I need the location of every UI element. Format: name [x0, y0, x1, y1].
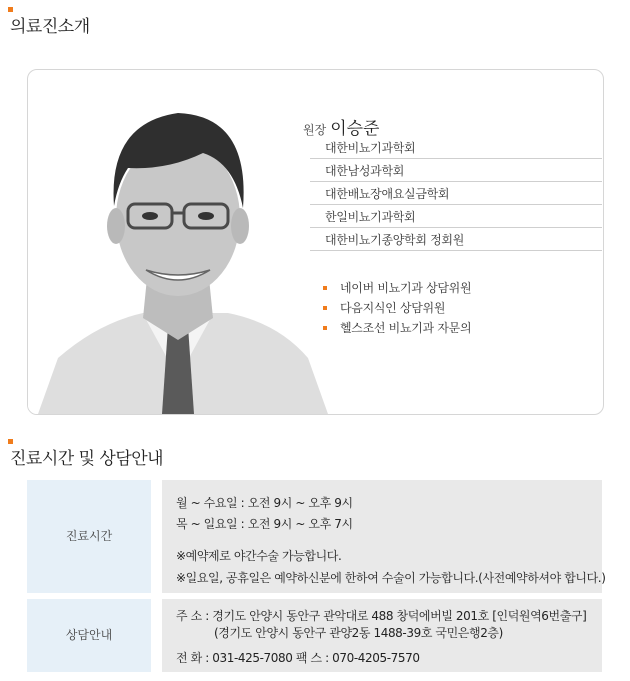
hours-note-holiday: ※일요일, 공휴일은 예약하신분에 한하여 수술이 가능합니다.(사전예약하셔야 합니다.) — [176, 571, 606, 585]
list-item: 대한남성과학회 — [310, 159, 602, 182]
position-list — [321, 278, 471, 338]
section-title-text: 진료시간 및 상담안내 — [10, 449, 164, 469]
orange-square-icon — [8, 7, 13, 12]
section-title-text: 의료진소개 — [10, 17, 90, 37]
orange-bullet-icon — [323, 286, 327, 290]
list-item — [321, 278, 471, 298]
hours-label-text: 진료시간 — [65, 529, 113, 543]
orange-bullet-icon — [323, 306, 327, 310]
contact-address-old: (경기도 안양시 동안구 관양2동 1488-39호 국민은행2층) — [214, 626, 503, 640]
list-item — [321, 298, 471, 318]
section-title-hours — [10, 444, 163, 469]
position-text: 네이버 비뇨기과 상담위원 — [340, 281, 472, 295]
contact-row — [27, 599, 602, 672]
orange-bullet-icon — [323, 326, 327, 330]
position-text: 헬스조선 비뇨기과 자문의 — [340, 321, 472, 335]
section-title-doctors — [10, 12, 90, 37]
hours-content — [162, 480, 606, 593]
doctor-photo — [28, 78, 328, 414]
doctor-name: 이승준 — [330, 119, 380, 139]
hours-thu-sun: 목 ~ 일요일 : 오전 9시 ~ 오후 7시 — [176, 517, 353, 531]
hours-note-night: ※예약제로 야간수술 가능합니다. — [176, 549, 342, 563]
doctor-profile-card — [27, 69, 604, 415]
list-item — [321, 318, 471, 338]
contact-label-text: 상담안내 — [65, 628, 113, 642]
contact-address: 주 소 : 경기도 안양시 동안구 관악대로 488 창덕에버빌 201호 [인덕원역6번출구] — [176, 609, 587, 623]
contact-label — [27, 599, 151, 672]
hours-label — [27, 480, 151, 593]
hours-row — [27, 480, 606, 593]
list-item: 대한배뇨장애요실금학회 — [310, 182, 602, 205]
list-item: 한일비뇨기과학회 — [310, 205, 602, 228]
doctor-role: 원장 — [303, 123, 327, 137]
list-item: 대한비뇨기과학회 — [310, 136, 602, 159]
contact-phone-fax: 전 화 : 031-425-7080 팩 스 : 070-4205-7570 — [176, 651, 420, 665]
position-text: 다음지식인 상담위원 — [340, 301, 446, 315]
hours-mon-wed: 월 ~ 수요일 : 오전 9시 ~ 오후 9시 — [176, 496, 353, 510]
orange-square-icon — [8, 439, 13, 444]
list-item: 대한비뇨기종양학회 정회원 — [310, 228, 602, 251]
contact-content — [162, 599, 602, 672]
society-list — [310, 136, 602, 251]
